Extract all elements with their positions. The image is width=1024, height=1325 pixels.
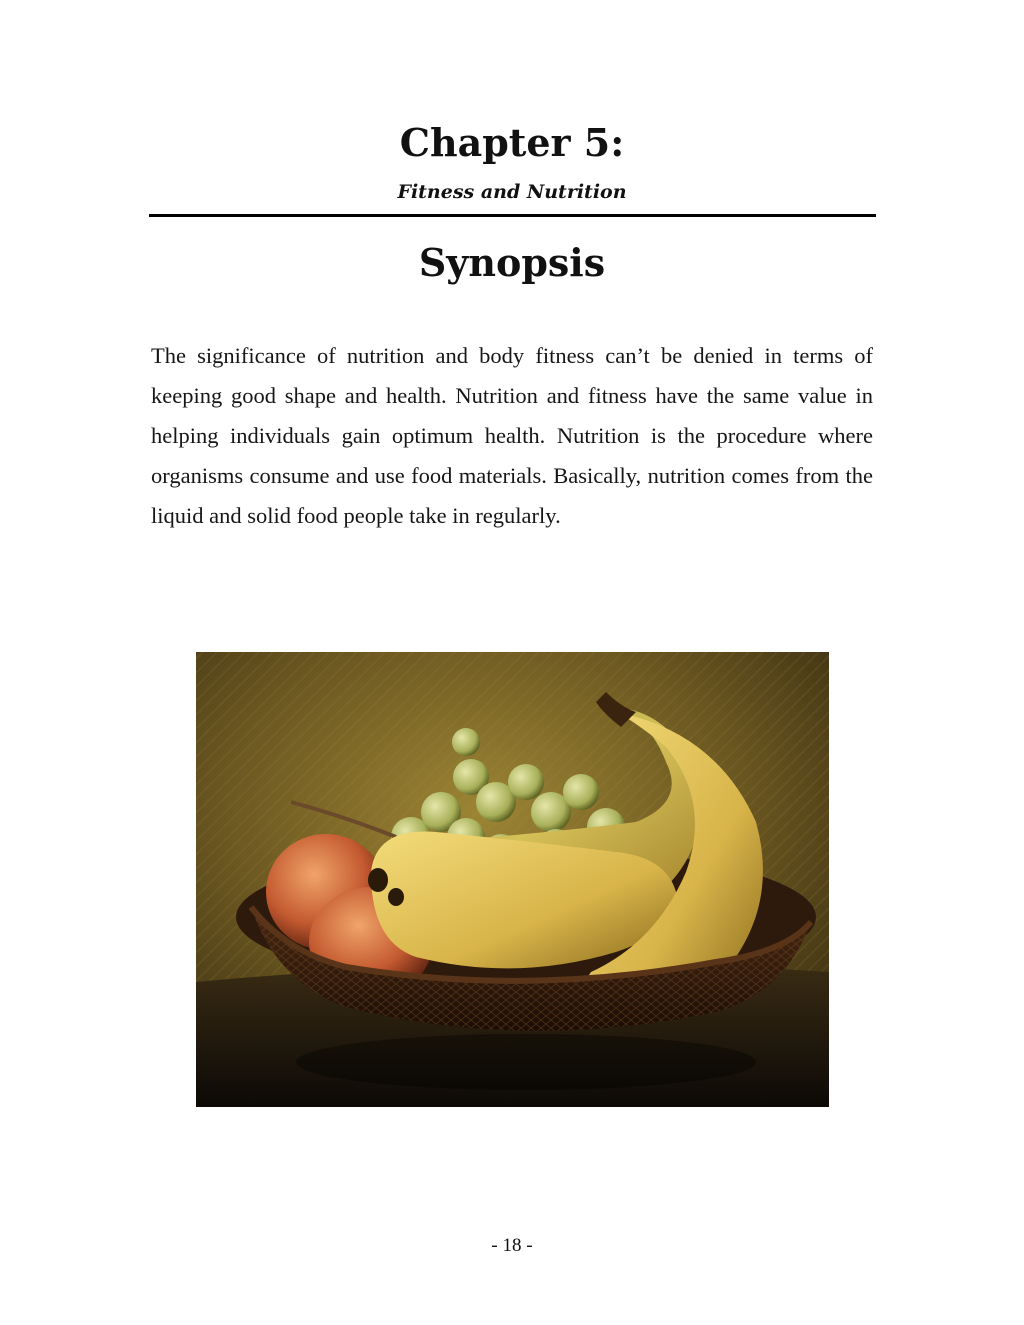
- section-heading: Synopsis: [418, 240, 606, 285]
- chapter-subtitle: Fitness and Nutrition: [397, 181, 627, 203]
- page-number: - 18 -: [491, 1235, 533, 1256]
- heading-divider: [149, 214, 876, 217]
- body-paragraph: The significance of nutrition and body fitness can’t be denied in terms of keeping good shape and health. Nutrition and fitness have the same value in helping individuals gain optimum health. Nutrition is the procedure where organisms consume and use food materials. Basically, nutrition comes from the liquid and solid food people take in regularly.: [151, 343, 873, 528]
- chapter-title: Chapter 5:: [399, 120, 625, 165]
- fruit-bowl-photo: [196, 652, 829, 1107]
